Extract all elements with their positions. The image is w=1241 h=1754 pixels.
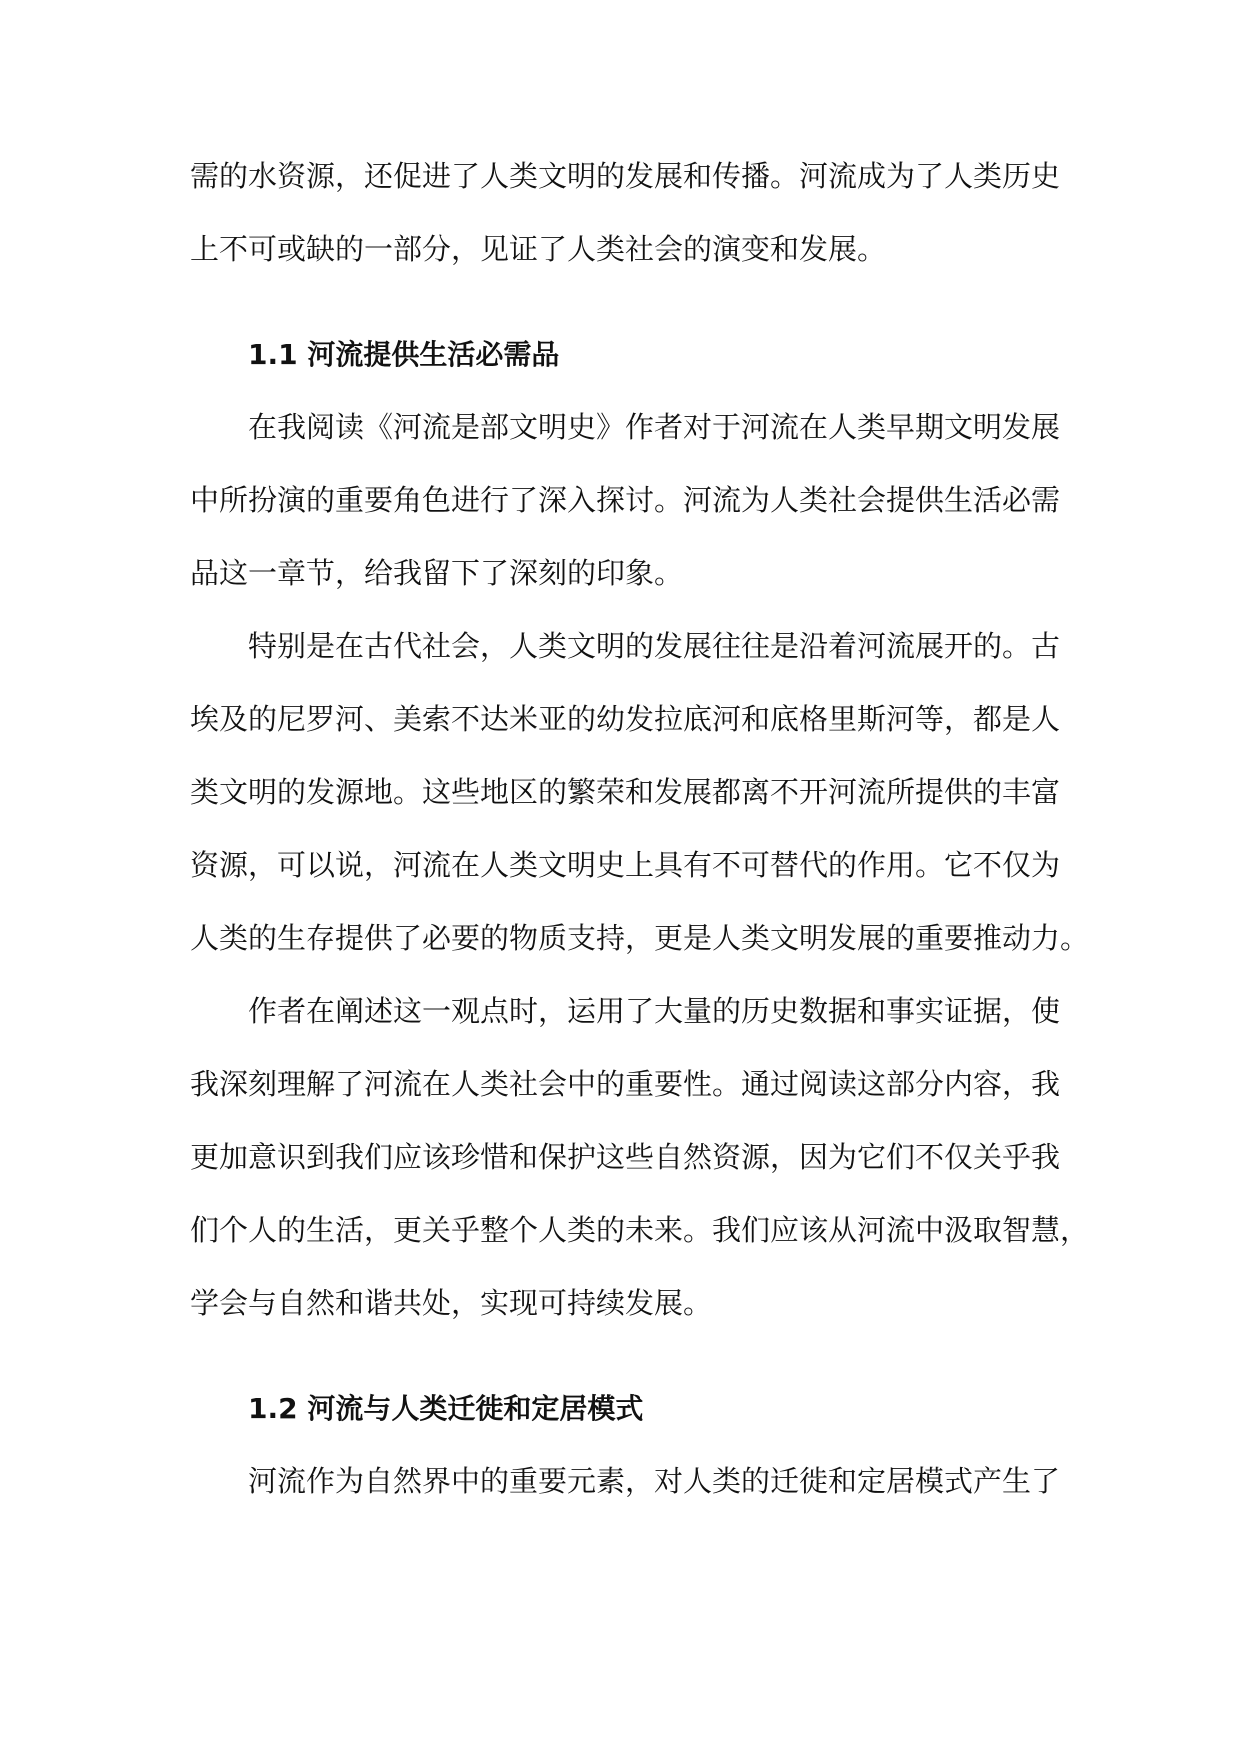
spacer [190, 286, 1050, 318]
paragraph-line: 中所扮演的重要角色进行了深入探讨。河流为人类社会提供生活必需 [190, 483, 1061, 517]
spacer [190, 1340, 1050, 1372]
paragraph-line: 河流作为自然界中的重要元素，对人类的迁徙和定居模式产生了 [248, 1464, 1061, 1498]
paragraph-line: 品这一章节，给我留下了深刻的印象。 [190, 556, 684, 590]
paragraph-line: 更加意识到我们应该珍惜和保护这些自然资源，因为它们不仅关乎我 [190, 1140, 1061, 1174]
paragraph-line: 学会与自然和谐共处，实现可持续发展。 [190, 1286, 713, 1320]
intro-line: 上不可或缺的一部分，见证了人类社会的演变和发展。 [190, 232, 887, 266]
section-heading-1-1: 1.1 河流提供生活必需品 [248, 338, 560, 371]
paragraph-line: 类文明的发源地。这些地区的繁荣和发展都离不开河流所提供的丰富 [190, 775, 1061, 809]
paragraph-line: 在我阅读《河流是部文明史》作者对于河流在人类早期文明发展 [248, 410, 1061, 444]
paragraph-line: 人类的生存提供了必要的物质支持，更是人类文明发展的重要推动力。 [190, 921, 1090, 955]
intro-line: 需的水资源，还促进了人类文明的发展和传播。河流成为了人类历史 [190, 159, 1061, 193]
paragraph-line: 作者在阐述这一观点时，运用了大量的历史数据和事实证据，使 [248, 994, 1061, 1028]
document-body [190, 140, 1090, 1518]
paragraph-line: 埃及的尼罗河、美索不达米亚的幼发拉底河和底格里斯河等，都是人 [190, 702, 1061, 736]
paragraph-line: 我深刻理解了河流在人类社会中的重要性。通过阅读这部分内容，我 [190, 1067, 1061, 1101]
section-heading-1-2: 1.2 河流与人类迁徙和定居模式 [248, 1392, 644, 1425]
paragraph-line: 资源，可以说，河流在人类文明史上具有不可替代的作用。它不仅为 [190, 848, 1061, 882]
paragraph-line: 们个人的生活，更关乎整个人类的未来。我们应该从河流中汲取智慧， [190, 1213, 1090, 1247]
paragraph-line: 特别是在古代社会，人类文明的发展往往是沿着河流展开的。古 [248, 629, 1061, 663]
